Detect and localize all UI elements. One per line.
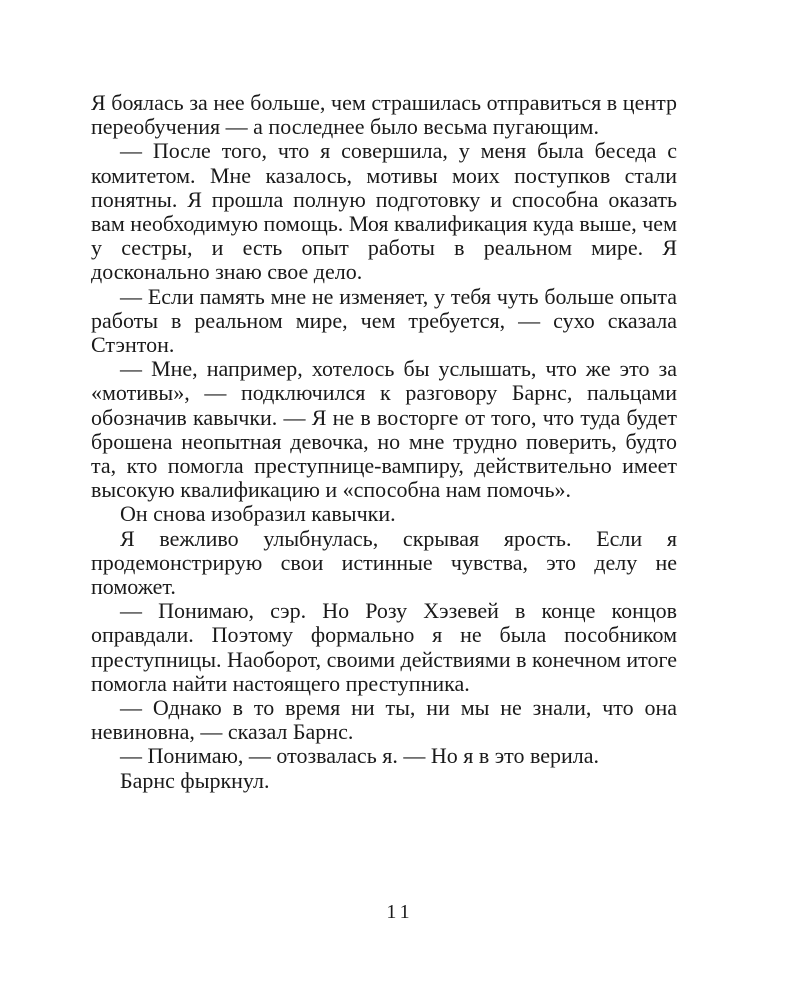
paragraph: Он снова изобразил кавычки. <box>120 501 396 527</box>
paragraph: — Понимаю, — отозвалась я. — Но я в это верила. <box>120 743 600 769</box>
paragraph: — После того, что я совершила, у меня была беседа с комитетом. Мне казалось, мотивы моих поступков стали понятны. Я прошла полную подготовку и способна оказать вам необходимую помощь. Моя квалификация куда выше, чем у сестры, и есть опыт работы в реальном мире. Я досконально знаю свое дело. <box>91 138 677 285</box>
paragraph: — Однако в то время ни ты, ни мы не знали, что она невиновна, — сказал Барнс. <box>91 695 677 745</box>
paragraph: — Если память мне не изменяет, у тебя чуть больше опыта работы в реальном мире, чем требуется, — сухо сказала Стэнтон. <box>91 283 677 358</box>
page-text <box>91 91 677 793</box>
page-number: 11 <box>386 901 414 923</box>
paragraph: Я боялась за нее больше, чем страшилась отправиться в центр переобучения — а последнее было весьма пугающим. <box>91 90 677 140</box>
paragraph: — Мне, например, хотелось бы услышать, что же это за «мотивы», — подключился к разговору Барнс, пальцами обозначив кавычки. — Я не в восторге от того, что туда будет брошена неопытная девочка, но мне трудно поверить, будто та, кто помогла преступнице-вампиру, действительно имеет высокую квалификацию и «способна нам помочь». <box>91 356 677 503</box>
paragraph: Я вежливо улыбнулась, скрывая ярость. Если я продемонстрирую свои истинные чувства, это делу не поможет. <box>91 525 677 600</box>
paragraph: Барнс фыркнул. <box>120 767 270 793</box>
paragraph: — Понимаю, сэр. Но Розу Хэзевей в конце концов оправдали. Поэтому формально я не была пособником преступницы. Наоборот, своими действиями в конечном итоге помогла найти настоящего преступника. <box>91 598 678 696</box>
